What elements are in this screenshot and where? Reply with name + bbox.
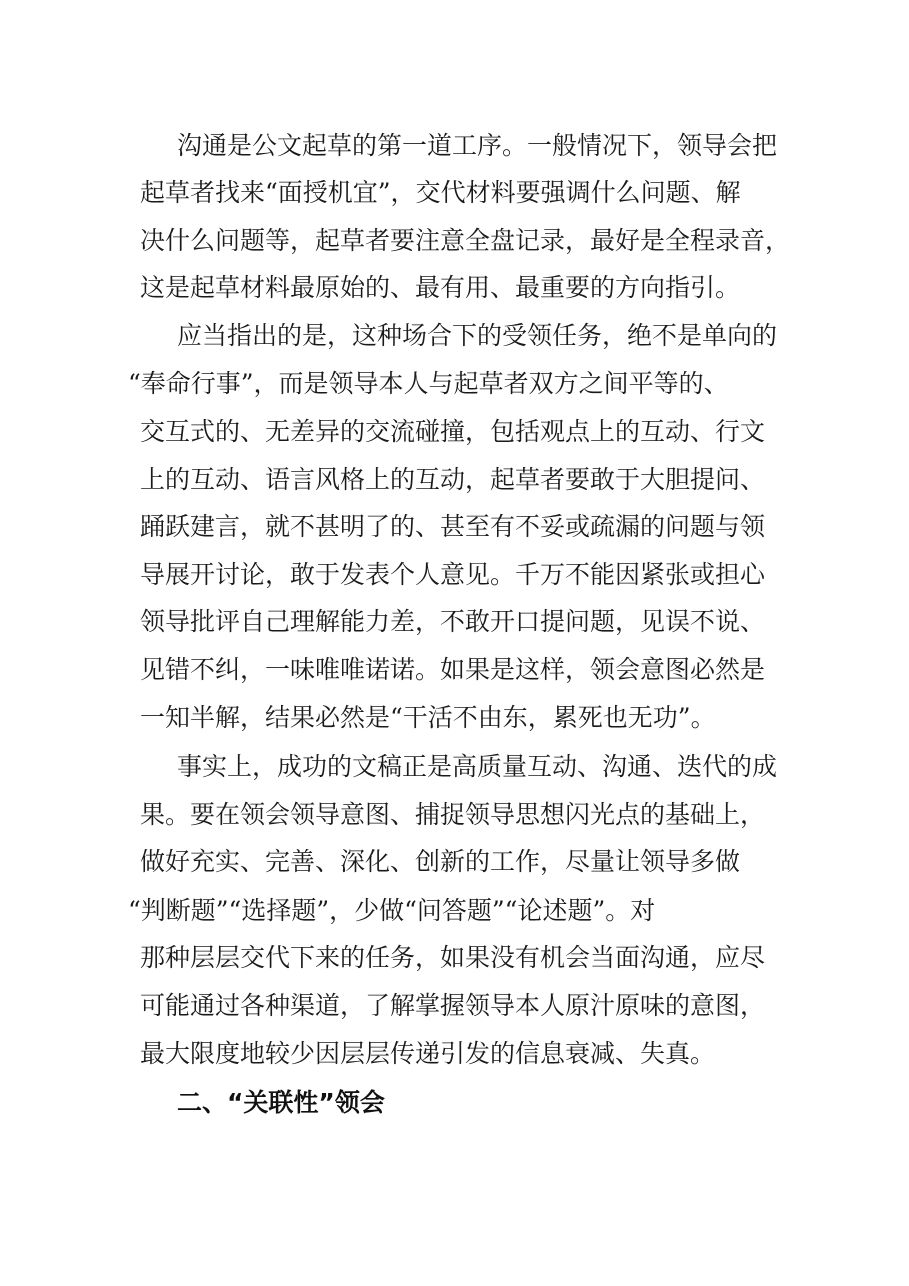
paragraph-2-line-2: “奉命行事”，而是领导本人与起草者双方之间平等的、	[128, 369, 729, 398]
paragraph-3-line-2: 果。要在领会领导意图、捕捉领导思想闪光点的基础上，	[140, 800, 766, 829]
paragraph-2-line-6: 导展开讨论，敢于发表个人意见。千万不能因紧张或担心	[140, 560, 766, 589]
paragraph-1-line-4: 这是起草材料最原始的、最有用、最重要的方向指引。	[140, 273, 741, 302]
paragraph-2-line-3: 交互式的、无差异的交流碰撞，包括观点上的互动、行文	[140, 417, 766, 446]
paragraph-3-line-1: 事实上，成功的文稿正是高质量互动、沟通、迭代的成	[177, 752, 778, 781]
section-heading: 二、“关联性”领会	[177, 1088, 385, 1117]
paragraph-3-line-6: 可能通过各种渠道，了解掌握领导本人原汁原味的意图，	[140, 991, 766, 1020]
paragraph-3-line-5: 那种层层交代下来的任务，如果没有机会当面沟通，应尽	[140, 943, 766, 972]
paragraph-3-line-7: 最大限度地较少因层层传递引发的信息衰减、失真。	[140, 1039, 716, 1068]
paragraph-3-line-4: “判断题”“选择题”，少做“问答题”“论述题”。对	[128, 896, 656, 925]
paragraph-2-line-5: 踊跃建言，就不甚明了的、甚至有不妥或疏漏的问题与领	[140, 512, 766, 541]
paragraph-3-line-3: 做好充实、完善、深化、创新的工作，尽量让领导多做	[140, 847, 741, 876]
paragraph-1-line-2: 起草者找来“面授机宜”，交代材料要强调什么问题、解	[140, 178, 741, 207]
paragraph-2-line-8: 见错不纠，一味唯唯诺诺。如果是这样，领会意图必然是	[140, 655, 766, 684]
paragraph-2-line-1: 应当指出的是，这种场合下的受领任务，绝不是单向的	[177, 321, 778, 350]
paragraph-2-line-4: 上的互动、语言风格上的互动，起草者要敢于大胆提问、	[140, 465, 766, 494]
paragraph-2-line-9: 一知半解，结果必然是“干活不由东，累死也无功”。	[140, 703, 716, 732]
paragraph-1-line-3: 决什么问题等，起草者要注意全盘记录，最好是全程录音，	[140, 226, 791, 255]
paragraph-2-line-7: 领导批评自己理解能力差，不敢开口提问题，见误不说、	[140, 607, 766, 636]
paragraph-1-line-1: 沟通是公文起草的第一道工序。一般情况下，领导会把	[177, 131, 778, 160]
